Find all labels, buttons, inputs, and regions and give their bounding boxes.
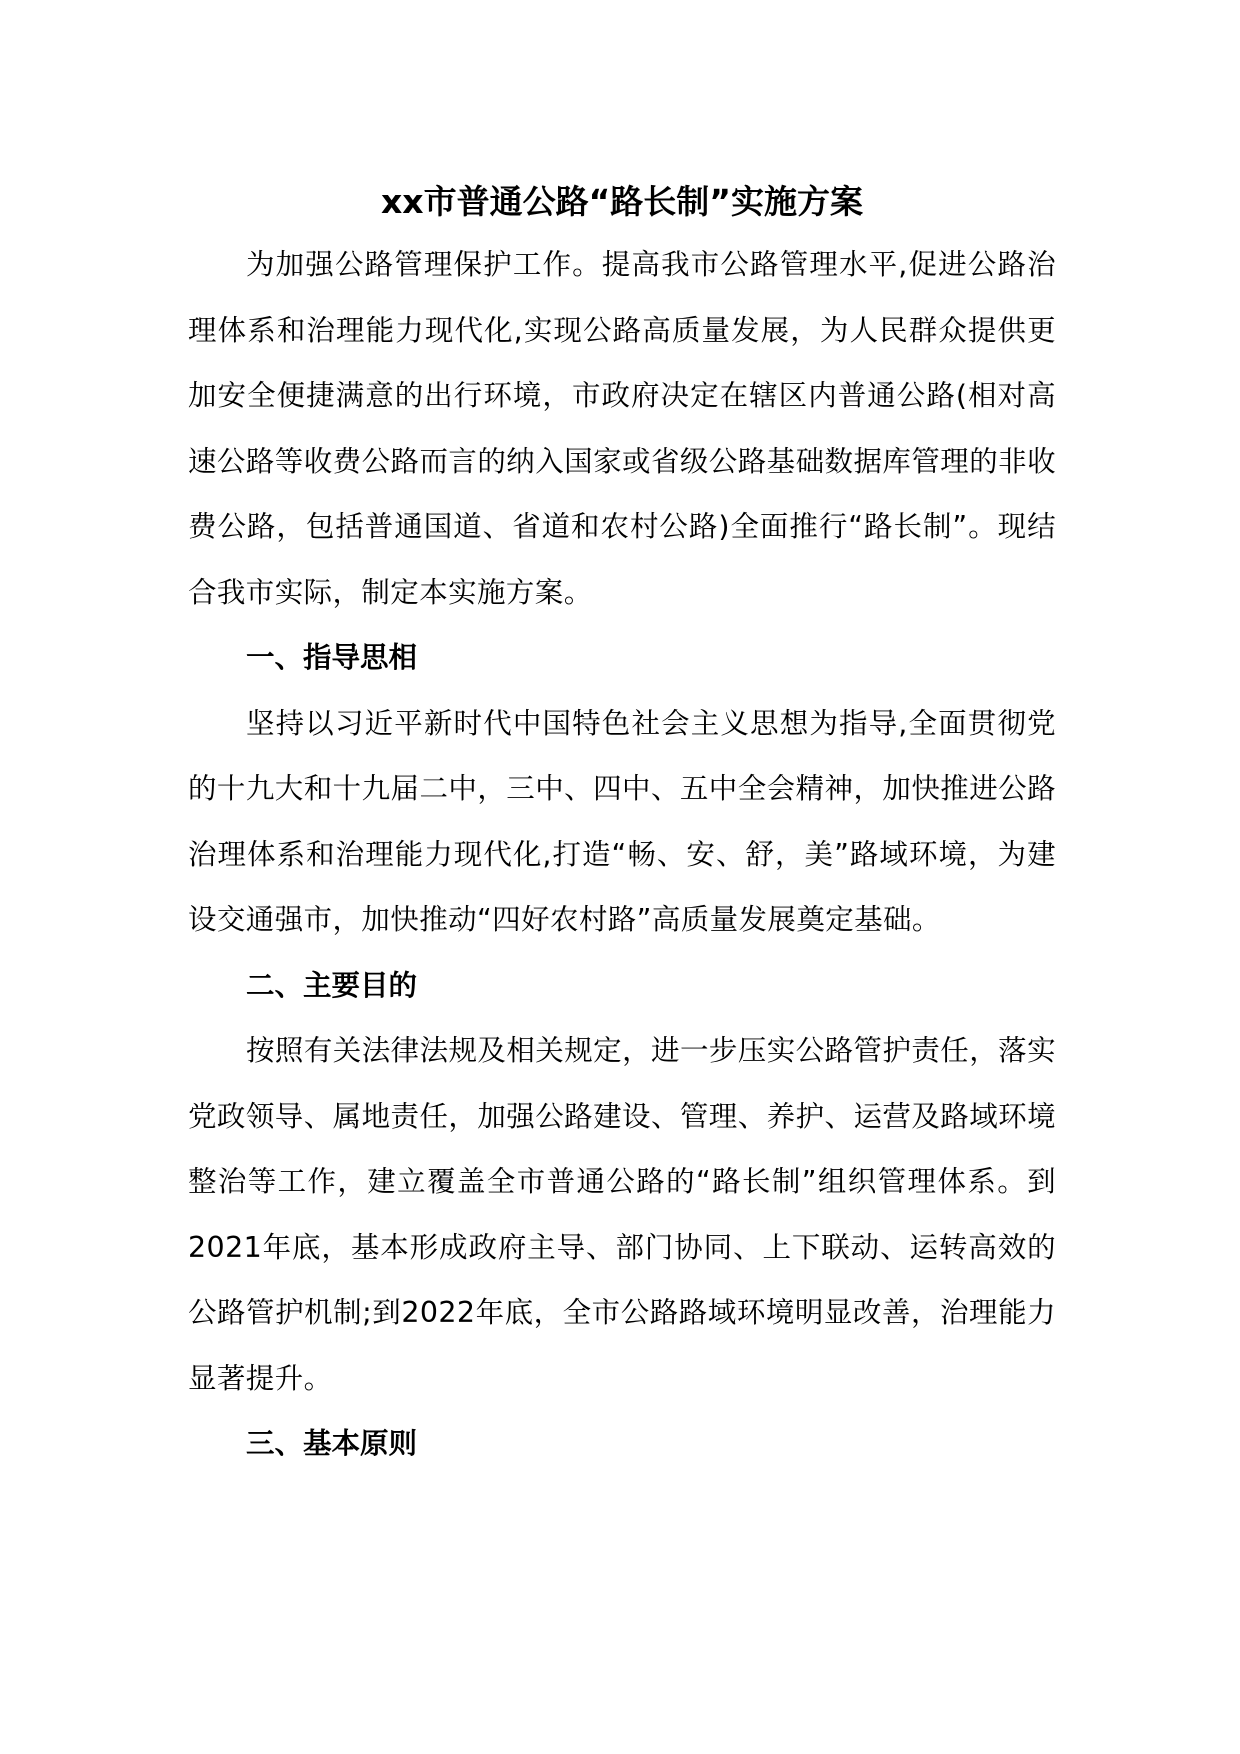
document-page (188, 176, 1056, 1477)
section-heading-guiding-ideology: 一、指导思相 (246, 641, 418, 674)
section-heading-main-purpose: 二、主要目的 (246, 968, 418, 1002)
section-heading-basic-principles: 三、基本原则 (246, 1427, 418, 1460)
intro-paragraph: 为加强公路管理保护工作。提高我市公路管理水平,促进公路治理体系和治理能力现代化,实现公路高质量发展，为人民群众提供更加安全便捷满意的出行环境，市政府决定在辖区内普通公路(相对高速公路等收费公路而言的纳入国家或省级公路基础数据库管理的非收费公路，包括普通国道、省道和农村公路)全面推行“路长制”。现结合我市实际，制定本实施方案。 (188, 248, 1056, 609)
section-body-guiding-ideology: 坚持以习近平新时代中国特色社会主义思想为指导,全面贯彻党的十九大和十九届二中，三中、四中、五中全会精神，加快推进公路治理体系和治理能力现代化,打造“畅、安、舒，美”路域环境，为建设交通强市，加快推动“四好农村路”高质量发展奠定基础。 (188, 706, 1056, 936)
document-title: xx市普通公路“路长制”实施方案 (381, 182, 863, 221)
section-body-main-purpose: 按照有关法律法规及相关规定，进一步压实公路管护责任，落实党政领导、属地责任，加强公路建设、管理、养护、运营及路域环境整治等工作，建立覆盖全市普通公路的“路长制”组织管理体系。到2021年底，基本形成政府主导、部门协同、上下联动、运转高效的公路管护机制;到2022年底，全市公路路域环境明显改善，治理能力显著提升。 (188, 1034, 1056, 1395)
